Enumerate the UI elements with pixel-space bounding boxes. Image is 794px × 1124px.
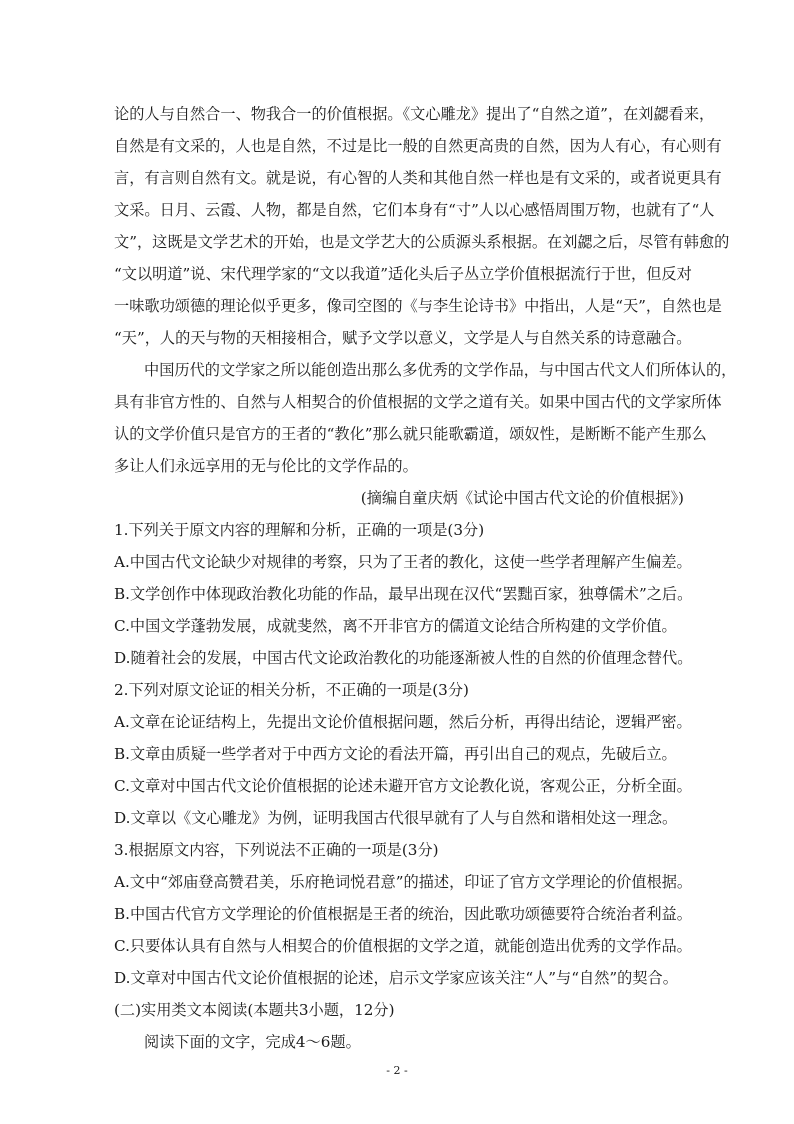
text-line: 一味歌功颂德的理论似乎更多，像司空图的《与李生论诗书》中指出，人是“天”，自然也是: [114, 297, 722, 315]
text-line: 文采。日月、云霞、人物，都是自然，它们本身有“寸”人以心感悟周围万物，也就有了“人: [114, 201, 715, 219]
text-line: “文以明道”说、宋代理学家的“文以我道”适化头后子丛立学价值根据流行于世，但反对: [114, 265, 692, 283]
page-number: - 2 -: [386, 1064, 408, 1077]
text-line: 自然是有文采的，人也是自然，不过是比一般的自然更高贵的自然，因为人有心，有心则有: [114, 137, 722, 155]
text-line: 文”，这既是文学艺术的开始，也是文学艺大的公质源头系根据。在刘勰之后，尽管有韩愈的: [114, 233, 730, 251]
text-line: 言，有言则自然有文。就是说，有心智的人类和其他自然一样也是有文采的，或者说更具有: [114, 169, 722, 187]
text-line: 多让人们永远享用的无与伦比的文学作品的。: [114, 457, 418, 475]
passage-source: (摘编自童庆炳《试论中国古代文论的价值根据》): [360, 489, 684, 507]
option-b: B.文章由质疑一些学者对于中西方文论的看法开篇，再引出自己的观点，先破后立。: [114, 745, 677, 763]
option-c: C.中国文学蓬勃发展，成就斐然，离不开非官方的儒道文论结合所构建的文学价值。: [114, 617, 677, 635]
option-d: D.随着社会的发展，中国古代文论政治教化的功能逐渐被人性的自然的价值理念替代。: [114, 649, 693, 667]
text-line: 认的文学价值只是官方的王者的“教化”那么就只能歌霸道，颂奴性，是断断不能产生那么: [114, 425, 707, 443]
text-line: 具有非官方性的、自然与人相契合的价值根据的文学之道有关。如果中国古代的文学家所体: [114, 393, 722, 411]
option-d: D.文章对中国古代文论价值根据的论述，启示文学家应该关注“人”与“自然”的契合。: [114, 969, 678, 987]
question-stem: 3.根据原文内容，下列说法不正确的一项是(3分): [114, 841, 439, 859]
option-b: B.文学创作中体现政治教化功能的作品，最早出现在汉代“罢黜百家，独尊儒术”之后。: [114, 585, 693, 603]
text-line: “天”，人的天与物的天相接相合，赋予文学以意义，文学是人与自然关系的诗意融合。: [114, 329, 692, 347]
option-c: C.文章对中国古代文论价值根据的论述未避开官方文论教化说，客观公正，分析全面。: [114, 777, 692, 795]
option-d: D.文章以《文心雕龙》为例，证明我国古代很早就有了人与自然和谐相处这一理念。: [114, 809, 678, 827]
text-line: 中国历代的文学家之所以能创造出那么多优秀的文学作品，与中国古代文人们所体认的，: [144, 361, 737, 379]
section-heading: (二)实用类文本阅读(本题共3小题，12分): [114, 1001, 395, 1019]
text-line: 论的人与自然合一、物我合一的价值根据。《文心雕龙》提出了“自然之道”，在刘勰看来，: [114, 105, 715, 123]
option-b: B.中国古代官方文学理论的价值根据是王者的统治，因此歌功颂德要符合统治者利益。: [114, 905, 692, 923]
question-stem: 1.下列关于原文内容的理解和分析，正确的一项是(3分): [114, 521, 485, 539]
option-c: C.只要体认具有自然与人相契合的价值根据的文学之道，就能创造出优秀的文学作品。: [114, 937, 692, 955]
option-a: A.中国古代文论缺少对规律的考察，只为了王者的教化，这使一些学者理解产生偏差。: [114, 553, 692, 571]
question-stem: 2.下列对原文论证的相关分析，不正确的一项是(3分): [114, 681, 469, 699]
option-a: A.文章在论证结构上，先提出文论价值根据问题，然后分析，再得出结论，逻辑严密。: [114, 713, 692, 731]
option-a: A.文中“郊庙登高赞君美，乐府艳词悦君意”的描述，印证了官方文学理论的价值根据。: [114, 873, 693, 891]
section-instruction: 阅读下面的文字，完成4～6题。: [144, 1033, 361, 1051]
